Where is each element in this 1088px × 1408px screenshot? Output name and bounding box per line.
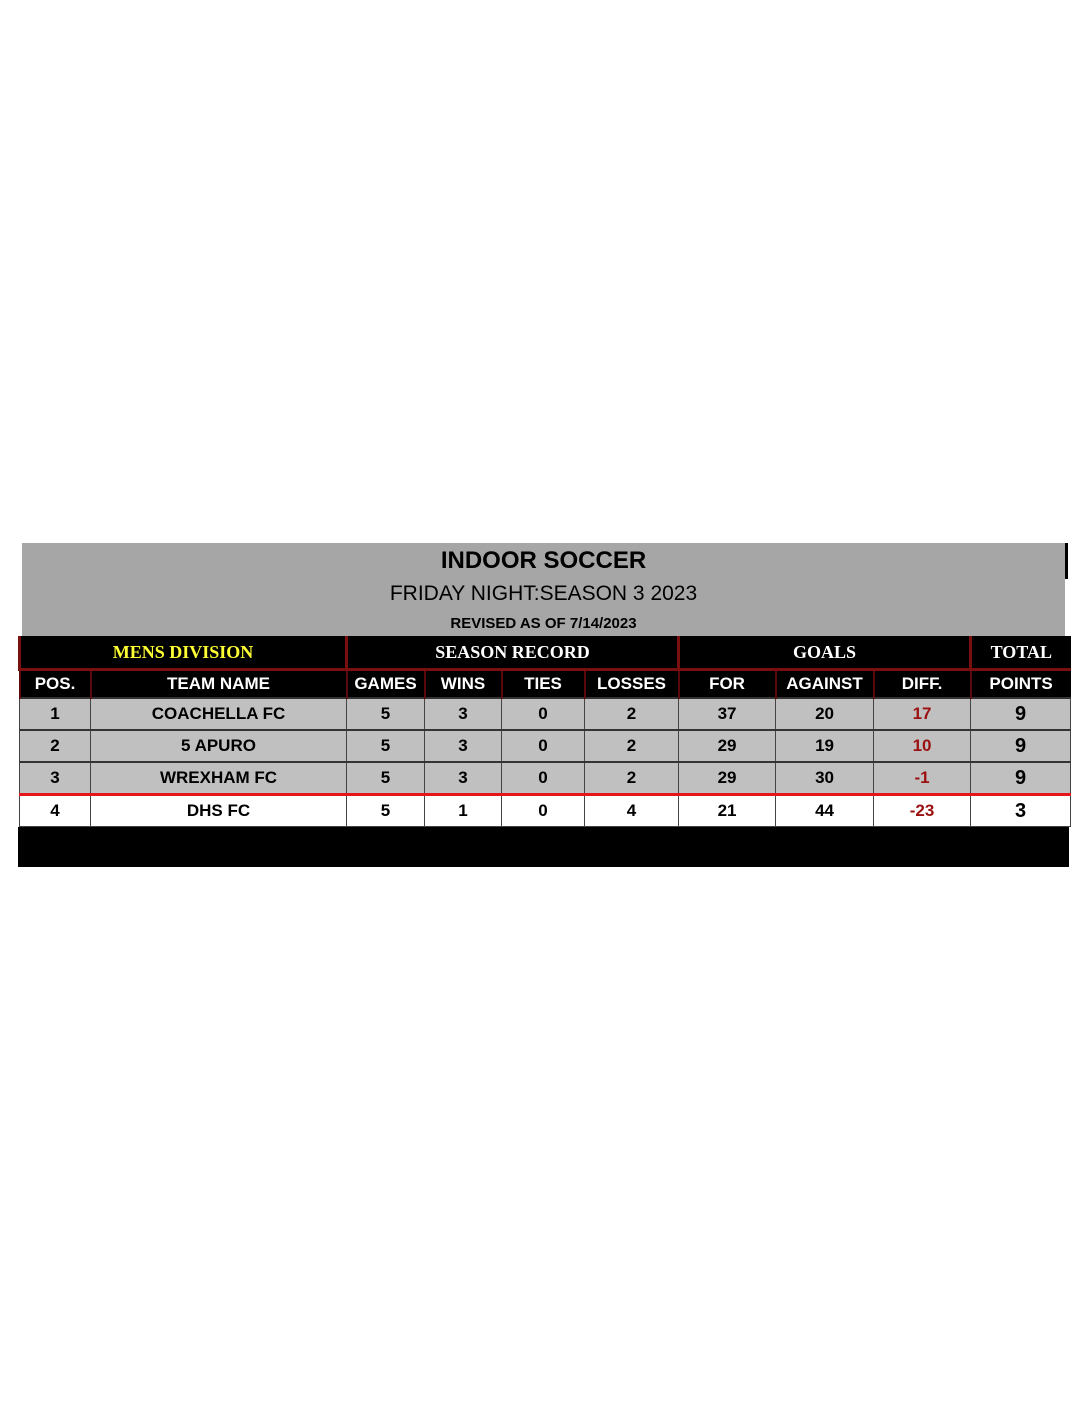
banner-edge-rule bbox=[1065, 543, 1068, 579]
pos-cell: 3 bbox=[20, 762, 91, 795]
group-header-row bbox=[20, 636, 1071, 670]
goals-group: GOALS bbox=[679, 636, 971, 670]
goals-for-cell: 21 bbox=[679, 795, 776, 827]
games-cell: 5 bbox=[347, 698, 425, 730]
page-title: INDOOR SOCCER bbox=[440, 547, 647, 574]
goals-for-cell: 37 bbox=[679, 698, 776, 730]
points-cell: 9 bbox=[971, 730, 1071, 762]
ties-cell: 0 bbox=[502, 698, 585, 730]
season-subtitle: FRIDAY NIGHT:SEASON 3 2023 bbox=[389, 582, 698, 605]
pos-cell: 4 bbox=[20, 795, 91, 827]
ties-cell: 0 bbox=[502, 762, 585, 795]
footer-bar bbox=[18, 827, 1069, 867]
losses-cell: 4 bbox=[585, 795, 679, 827]
season-record-group: SEASON RECORD bbox=[347, 636, 679, 670]
wins-cell: 3 bbox=[425, 698, 502, 730]
col-header-games: GAMES bbox=[347, 670, 425, 699]
goals-for-cell: 29 bbox=[679, 730, 776, 762]
col-header-team: TEAM NAME bbox=[91, 670, 347, 699]
goal-diff-cell: 10 bbox=[874, 730, 971, 762]
goals-against-cell: 20 bbox=[776, 698, 874, 730]
goals-for-cell: 29 bbox=[679, 762, 776, 795]
col-header-against: AGAINST bbox=[776, 670, 874, 699]
goal-diff-cell: -23 bbox=[874, 795, 971, 827]
total-group: TOTAL bbox=[971, 636, 1071, 670]
ties-cell: 0 bbox=[502, 795, 585, 827]
wins-cell: 1 bbox=[425, 795, 502, 827]
col-header-points: POINTS bbox=[971, 670, 1071, 699]
goals-against-cell: 19 bbox=[776, 730, 874, 762]
goal-diff-cell: -1 bbox=[874, 762, 971, 795]
losses-cell: 2 bbox=[585, 698, 679, 730]
revised-date: REVISED AS OF 7/14/2023 bbox=[450, 615, 637, 632]
table-row bbox=[20, 730, 1071, 762]
col-header-diff: DIFF. bbox=[874, 670, 971, 699]
points-cell: 9 bbox=[971, 762, 1071, 795]
team-cell: DHS FC bbox=[91, 795, 347, 827]
games-cell: 5 bbox=[347, 795, 425, 827]
division-label: MENS DIVISION bbox=[20, 636, 347, 670]
title-banner bbox=[22, 543, 1065, 636]
ties-cell: 0 bbox=[502, 730, 585, 762]
wins-cell: 3 bbox=[425, 730, 502, 762]
col-header-pos: POS. bbox=[20, 670, 91, 699]
column-header-row bbox=[20, 670, 1071, 699]
team-cell: WREXHAM FC bbox=[91, 762, 347, 795]
points-cell: 3 bbox=[971, 795, 1071, 827]
pos-cell: 2 bbox=[20, 730, 91, 762]
goals-against-cell: 44 bbox=[776, 795, 874, 827]
wins-cell: 3 bbox=[425, 762, 502, 795]
goals-against-cell: 30 bbox=[776, 762, 874, 795]
games-cell: 5 bbox=[347, 762, 425, 795]
col-header-wins: WINS bbox=[425, 670, 502, 699]
losses-cell: 2 bbox=[585, 762, 679, 795]
table-row bbox=[20, 762, 1071, 795]
team-cell: COACHELLA FC bbox=[91, 698, 347, 730]
table-row bbox=[20, 795, 1071, 827]
team-cell: 5 APURO bbox=[91, 730, 347, 762]
losses-cell: 2 bbox=[585, 730, 679, 762]
col-header-losses: LOSSES bbox=[585, 670, 679, 699]
points-cell: 9 bbox=[971, 698, 1071, 730]
games-cell: 5 bbox=[347, 730, 425, 762]
standings-table bbox=[18, 636, 1071, 827]
col-header-ties: TIES bbox=[502, 670, 585, 699]
standings-sheet bbox=[18, 543, 1069, 867]
pos-cell: 1 bbox=[20, 698, 91, 730]
col-header-for: FOR bbox=[679, 670, 776, 699]
table-row bbox=[20, 698, 1071, 730]
goal-diff-cell: 17 bbox=[874, 698, 971, 730]
